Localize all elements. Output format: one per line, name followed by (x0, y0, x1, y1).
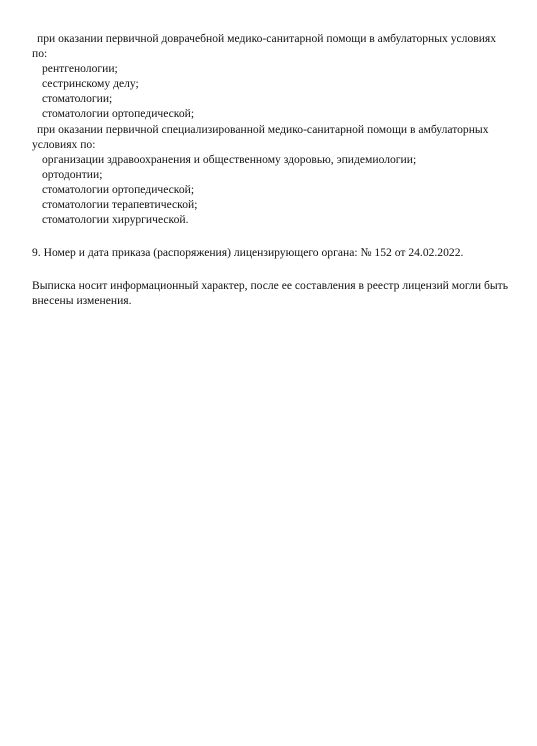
document-body (32, 31, 512, 309)
list-item: стоматологии ортопедической; (42, 182, 195, 196)
list-item: стоматологии ортопедической; (42, 107, 195, 121)
list-item: стоматологии терапевтической; (42, 198, 198, 212)
disclaimer-line: Выписка носит информационный характер, после ее составления в реестр лицензий могли быть (32, 279, 508, 293)
list-item: стоматологии; (42, 92, 113, 106)
paragraph-gap (32, 260, 512, 278)
list-item: рентгенологии; (42, 62, 118, 76)
section-heading-specialized-continued: условиях по: (32, 137, 96, 151)
list-item: сестринскому делу; (42, 77, 139, 91)
section-heading-prehospital: при оказании первичной доврачебной медико-санитарной помощи в амбулаторных условиях (37, 32, 497, 45)
list-item: стоматологии хирургической. (42, 213, 189, 227)
order-number-line: 9. Номер и дата приказа (распоряжения) лицензирующего органа: № 152 от 24.02.2022. (32, 246, 464, 260)
disclaimer-line-continued: внесены изменения. (32, 294, 132, 308)
section-heading-prehospital-continued: по: (32, 47, 48, 61)
list-item: организации здравоохранения и общественному здоровью, эпидемиологии; (42, 152, 417, 166)
list-item: ортодонтии; (42, 167, 103, 181)
section-heading-specialized: при оказании первичной специализированной медико-санитарной помощи в амбулаторных (37, 122, 489, 136)
paragraph-gap (32, 227, 512, 245)
